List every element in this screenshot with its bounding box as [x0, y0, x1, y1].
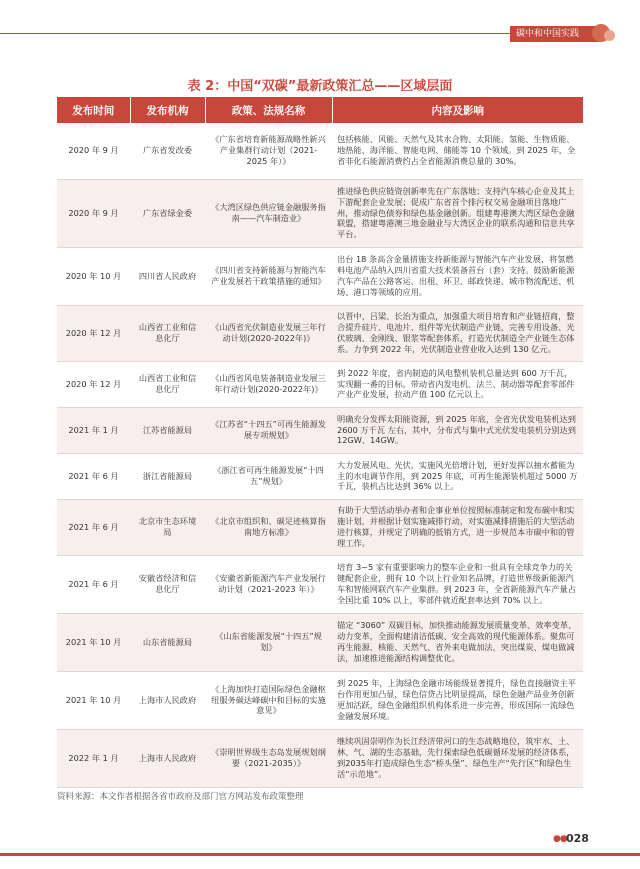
- cell-org: 江苏省能源局: [130, 407, 205, 453]
- table-row: [57, 613, 583, 671]
- cell-org: 山西省工业和信息化厅: [130, 305, 205, 361]
- table-row: [57, 361, 583, 407]
- col-header-org: 发布机构: [130, 97, 205, 123]
- cell-date: 2021 年 6 月: [57, 499, 130, 555]
- cell-org: 上海市人民政府: [130, 671, 205, 729]
- cell-content: 锚定 “3060” 双碳目标，加快推动能源发展质量变革、效率变革、动力变革，全面构建清洁低碳、安全高效的现代能源体系。聚焦可再生能源、核能、天然气、省外来电做加法，突出煤炭、煤电做减法，加速推进能源结构调整优化。: [332, 613, 583, 671]
- cell-name: 《大湾区绿色供应链金融服务指南——汽车制造业》: [205, 179, 332, 247]
- cell-content: 有助于大型活动举办者和企事业单位按照标准制定和发布碳中和实施计划，并根据计划实施减排行动，对实施减排措施后的大型活动进行核算，并规定了明确的抵销方式，进一步规范本市碳中和的管理工作。: [332, 499, 583, 555]
- page-number: 028: [566, 832, 589, 845]
- cell-name: 《崇明世界级生态岛发展规划纲要（2021-2035）》: [205, 729, 332, 787]
- cell-name: 《江苏省“十四五”可再生能源发展专项规划》: [205, 407, 332, 453]
- cell-date: 2021 年 6 月: [57, 453, 130, 499]
- cell-date: 2021 年 10 月: [57, 613, 130, 671]
- cell-date: 2020 年 10 月: [57, 247, 130, 305]
- table-row: [57, 305, 583, 361]
- cell-name: 《北京市组织和、碳足迹核算指南地方标准》: [205, 499, 332, 555]
- cell-org: 山西省工业和信息化厅: [130, 361, 205, 407]
- cell-content: 培育 3~5 家有重要影响力的整车企业和一批具有全球竞争力的关键配套企业，拥有 10 个以上行业知名品牌，打造世界级新能源汽车和智能网联汽车产业集群。到 2023 年，全省新能源汽车产量占全国比重 10% 以上，零部件就近配套率达到 70% 以上。: [332, 555, 583, 613]
- cell-content: 到 2022 年度，省内制造的风电整机装机总量达到 600 万千瓦，实现翻一番的目标。带动省内发电机、法兰、制动器等配套零部件产业产业发展，拉动产值 100 亿元以上。: [332, 361, 583, 407]
- cell-name: 《四川省支持新能源与智能汽车产业发展若干政策措施的通知》: [205, 247, 332, 305]
- cell-org: 安徽省经济和信息化厅: [130, 555, 205, 613]
- cell-date: 2022 年 1 月: [57, 729, 130, 787]
- col-header-name: 政策、法规名称: [205, 97, 332, 123]
- cell-content: 推进绿色供应链资创新率先在广东落地；支持汽车核心企业及其上下游配套企业发展；促成广东省首个排污权交易金融项目落地广州，推动绿色债券和绿色基金融创新。组建粤港澳大湾区绿色金融联盟，搭建粤港澳三地金融业与大湾区企业的联系沟通和信息共享平台。: [332, 179, 583, 247]
- cell-date: 2020 年 9 月: [57, 123, 130, 179]
- cell-org: 上海市人民政府: [130, 729, 205, 787]
- cell-name: 《浙江省可再生能源发展“十四五”规划》: [205, 453, 332, 499]
- cell-org: 广东省绿金委: [130, 179, 205, 247]
- table-row: [57, 729, 583, 787]
- source-note: 资料来源：本文作者根据各省市政府及部门官方网站发布政策整理: [57, 792, 304, 802]
- cell-org: 北京市生态环境局: [130, 499, 205, 555]
- cell-date: 2021 年 6 月: [57, 555, 130, 613]
- table-header-row: [57, 97, 583, 123]
- cell-content: 继续巩固崇明作为长江经济带河口的生态战略地位，筑牢水、土、林、气、湖的生态基础，先行探索绿色低碳循环发展的经济体系，到2035年打造成绿色生态“桥头堡”、绿色生产“先行区”和绿色生活“示范地”。: [332, 729, 583, 787]
- col-header-content: 内容及影响: [332, 97, 583, 123]
- cell-content: 包括核能、风能、天然气及其水合物、太阳能、氢能、生物质能、地热能、海洋能、智能电网、储能等 10 个领域。到 2025 年，全省非化石能源消费约占全省能源消费总量的 30%。: [332, 123, 583, 179]
- table-row: [57, 179, 583, 247]
- cell-name: 《山西省光伏制造业发展三年行动计划(2020-2022年)》: [205, 305, 332, 361]
- cell-org: 浙江省能源局: [130, 453, 205, 499]
- cell-name: 《广东省培育新能源战略性新兴产业集群行动计划（2021-2025 年）》: [205, 123, 332, 179]
- cell-date: 2021 年 1 月: [57, 407, 130, 453]
- table-row: [57, 555, 583, 613]
- header-rule: [0, 33, 510, 34]
- table-row: [57, 407, 583, 453]
- cell-content: 以晋中、吕梁、长治为重点，加强重大项目培育和产业链招商，整合提升硅片、电池片、组件等光伏制造产业链，完善专用设备、光伏玻璃、金刚线、银浆等配套体系，打造光伏制造全产业链生态体系。力争到 2022 年，光伏制造业营业收入达到 130 亿元。: [332, 305, 583, 361]
- table-row: [57, 247, 583, 305]
- cell-content: 大力发展风电、光伏，实施风光倍增计划，更好发挥以抽水蓄能为主的水电调节作用，到 2025 年底，可再生能源装机超过 5000 万千瓦，装机占比达到 36% 以上。: [332, 453, 583, 499]
- cell-date: 2020 年 12 月: [57, 305, 130, 361]
- cell-date: 2020 年 9 月: [57, 179, 130, 247]
- cell-name: 《山西省风电装备制造业发展三年行动计划(2020-2022年)》: [205, 361, 332, 407]
- footer-rule: [0, 853, 640, 856]
- cell-org: 四川省人民政府: [130, 247, 205, 305]
- cell-name: 《山东省能源发展“十四五”规划》: [205, 613, 332, 671]
- table-row: [57, 123, 583, 179]
- table-row: [57, 453, 583, 499]
- cell-content: 出台 18 条高含金量措施支持新能源与智能汽车产业发展，将氢燃料电池产品纳入四川省重大技术装备首台（套）支持。鼓励新能源汽车产品在公路客运、出租、环卫、邮政快递、城市物流配送、机场、港口等领域的应用。: [332, 247, 583, 305]
- table-title: 表 2：中国“双碳”最新政策汇总——区域层面: [187, 79, 453, 94]
- cell-name: 《上海加快打造国际绿色金融枢纽服务碳达峰碳中和目标的实施意见》: [205, 671, 332, 729]
- table-row: [57, 671, 583, 729]
- cell-date: 2021 年 10 月: [57, 671, 130, 729]
- cell-org: 山东省能源局: [130, 613, 205, 671]
- cell-date: 2020 年 12 月: [57, 361, 130, 407]
- cell-content: 到 2025 年，上海绿色金融市场能级显著提升，绿色直接融资主平台作用更加凸显，绿色信贷占比明显提高，绿色金融产品业务创新更加活跃，绿色金融组织机构体系进一步完善，形成国际一流绿色金融发展环境。: [332, 671, 583, 729]
- policy-table: [57, 97, 583, 788]
- decorative-circle-small: [604, 30, 615, 41]
- table-row: [57, 499, 583, 555]
- cell-org: 广东省发改委: [130, 123, 205, 179]
- page-number-ornament: ●●: [553, 834, 567, 844]
- section-badge: 碳中和中国实践: [510, 26, 600, 42]
- col-header-date: 发布时间: [57, 97, 130, 123]
- cell-name: 《安徽省新能源汽车产业发展行动计划（2021-2023 年）》: [205, 555, 332, 613]
- cell-content: 明确充分发挥太阳能资源，到 2025 年底，全省光伏发电装机达到 2600 万千瓦 左右，其中，分布式与集中式光伏发电装机分别达到 12GW、14GW。: [332, 407, 583, 453]
